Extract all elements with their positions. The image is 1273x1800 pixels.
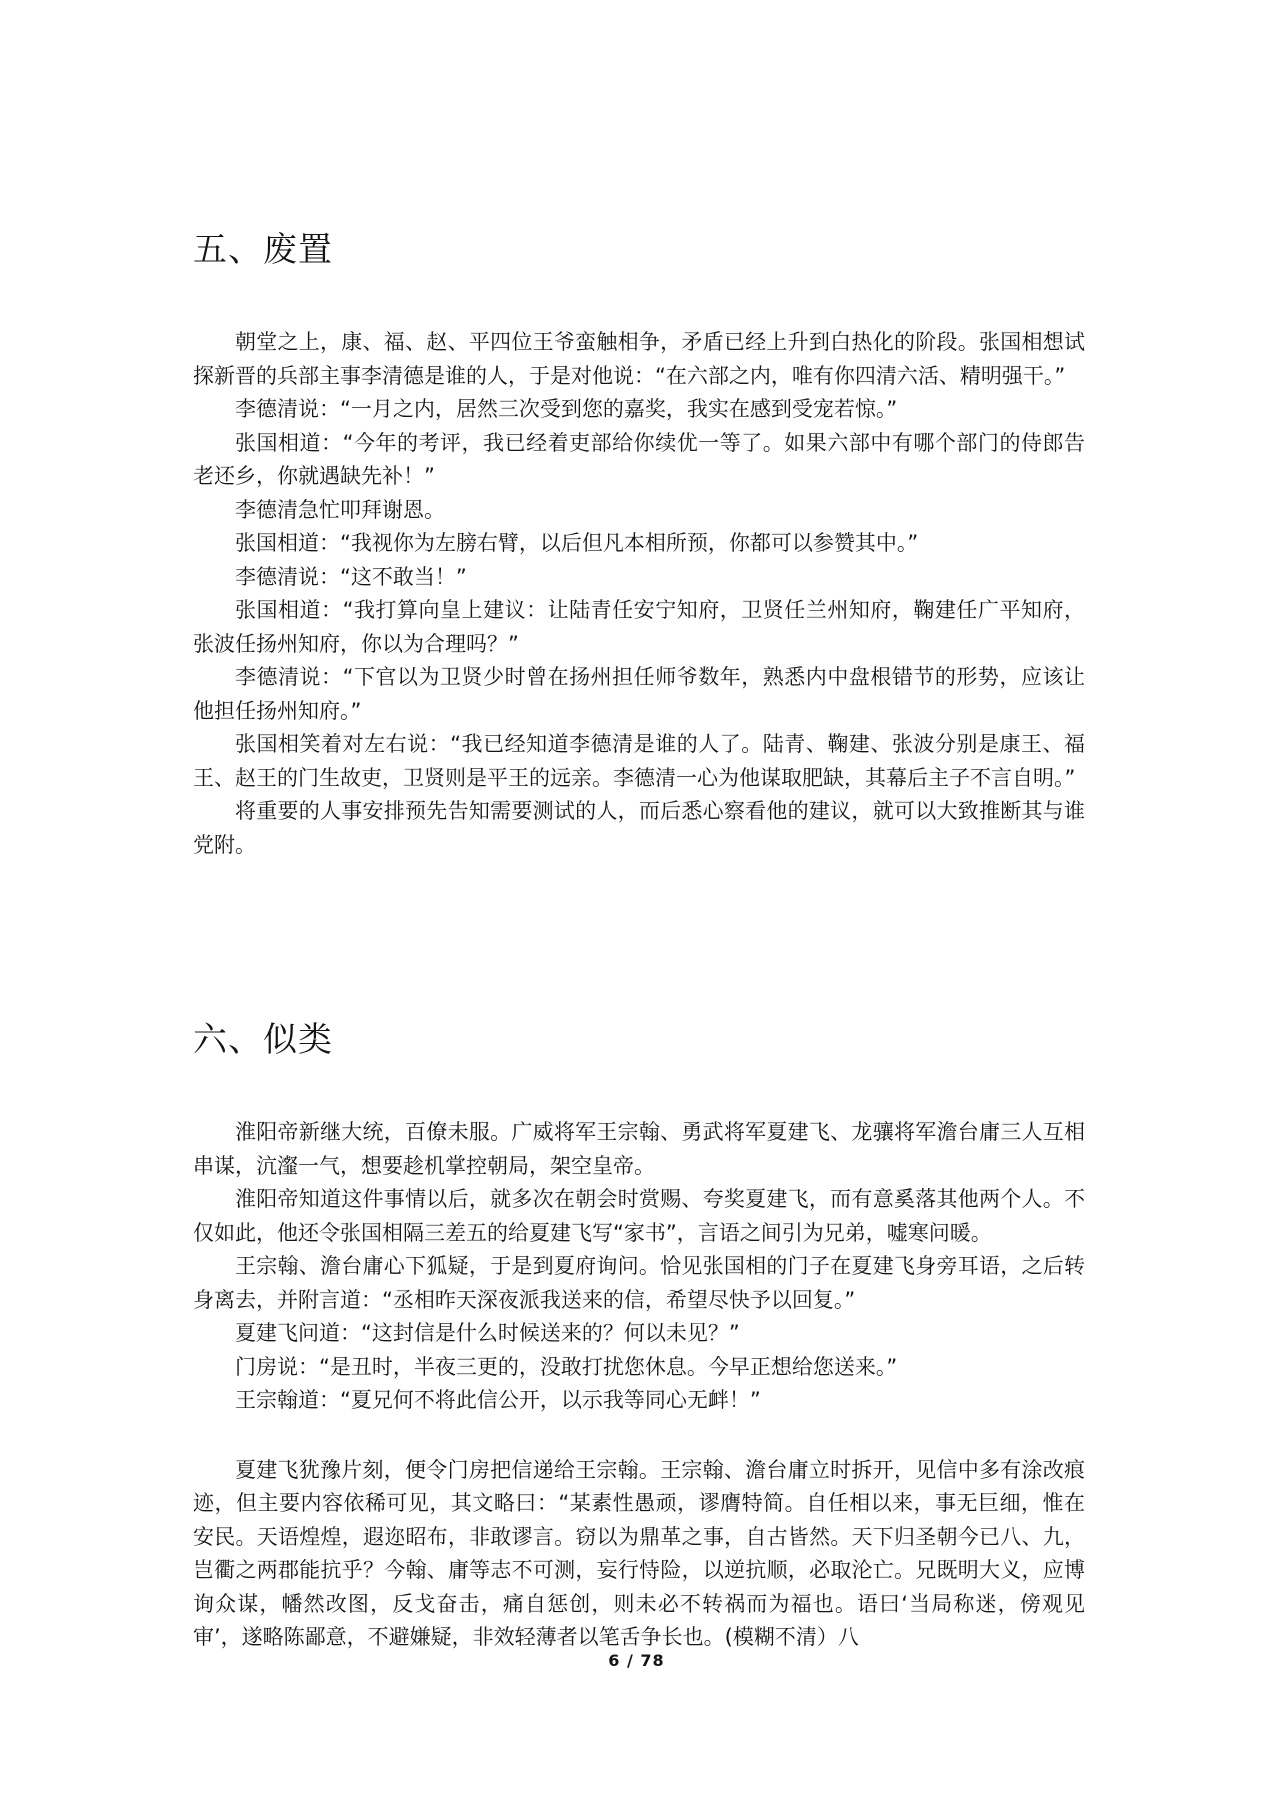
paragraph: 王宗翰道：“夏兄何不将此信公开，以示我等同心无衅！” [235,1388,761,1412]
paragraph: 朝堂之上，康、福、赵、平四位王爷蛮触相争，矛盾已经上升到白热化的阶段。张国相想试探新晋的兵部主事李清德是谁的人，于是对他说：“在六部之内，唯有你四清六活、精明强干。” [193,330,1085,388]
paragraph: 淮阳帝新继大统，百僚未服。广威将军王宗翰、勇武将军夏建飞、龙骧将军澹台庸三人互相串谋，沆瀣一气，想要趁机掌控朝局，架空皇帝。 [193,1120,1085,1178]
paragraph: 李德清说：“一月之内，居然三次受到您的嘉奖，我实在感到受宠若惊。” [235,397,898,421]
paragraph: 夏建飞犹豫片刻，便令门房把信递给王宗翰。王宗翰、澹台庸立时拆开，见信中多有涂改痕迹，但主要内容依稀可见，其文略曰：“某素性愚顽，谬膺特简。自任相以来，事无巨细，惟在安民。天语煌煌，遐迩昭布，非敢谬言。窃以为鼎革之事，自古皆然。天下归圣朝今已八、九，岂衢之两郡能抗乎？今翰、庸等志不可测，妄行恃险，以逆抗顺，必取沦亡。兄既明大义，应博询众谋，幡然改图，反戈奋击，痛自惩创，则未必不转祸而为福也。语曰‘当局称迷，傍观见审’，遂略陈鄙意，不避嫌疑，非效轻薄者以笔舌争长也。(模糊不清）八 [193,1457,1085,1649]
section-six [193,1018,1085,1655]
paragraph: 张国相道：“我视你为左膀右臂，以后但凡本相所预，你都可以参赞其中。” [235,531,919,555]
paragraph: 淮阳帝知道这件事情以后，就多次在朝会时赏赐、夸奖夏建飞，而有意奚落其他两个人。不仅如此，他还令张国相隔三差五的给夏建飞写“家书”，言语之间引为兄弟，嘘寒问暖。 [193,1187,1085,1245]
section-five [193,228,1085,862]
section-title: 五、废置 [193,230,333,270]
paragraph: 李德清说：“这不敢当！” [235,564,467,589]
paragraph: 李德清说：“下官以为卫贤少时曾在扬州担任师爷数年，熟悉内中盘根错节的形势，应该让他担任扬州知府。” [193,665,1085,723]
paragraph: 张国相道：“我打算向皇上建议：让陆青任安宁知府，卫贤任兰州知府，鞠建任广平知府，张波任扬州知府，你以为合理吗？” [193,598,1085,656]
paragraph: 张国相笑着对左右说：“我已经知道李德清是谁的人了。陆青、鞠建、张波分别是康王、福王、赵王的门生故吏，卫贤则是平王的远亲。李德清一心为他谋取肥缺，其幕后主子不言自明。” [193,732,1085,790]
paragraph: 李德清急忙叩拜谢恩。 [235,497,445,522]
paragraph: 王宗翰、澹台庸心下狐疑，于是到夏府询问。恰见张国相的门子在夏建飞身旁耳语，之后转身离去，并附言道：“丞相昨天深夜派我送来的信，希望尽快予以回复。” [193,1254,1085,1312]
paragraph: 门房说：“是丑时，半夜三更的，没敢打扰您休息。今早正想给您送来。” [235,1354,898,1379]
section-body [193,326,1085,862]
section-body [193,1116,1085,1655]
paragraph: 张国相道：“今年的考评，我已经着吏部给你续优一等了。如果六部中有哪个部门的侍郎告老还乡，你就遇缺先补！” [193,430,1085,488]
section-title: 六、似类 [193,1020,333,1060]
paragraph: 将重要的人事安排预先告知需要测试的人，而后悉心察看他的建议，就可以大致推断其与谁党附。 [193,799,1085,857]
paragraph: 夏建飞问道：“这封信是什么时候送来的？何以未见？” [235,1321,740,1345]
page-number: 6 / 78 [608,1651,665,1670]
paragraph-gap [193,1418,1085,1454]
